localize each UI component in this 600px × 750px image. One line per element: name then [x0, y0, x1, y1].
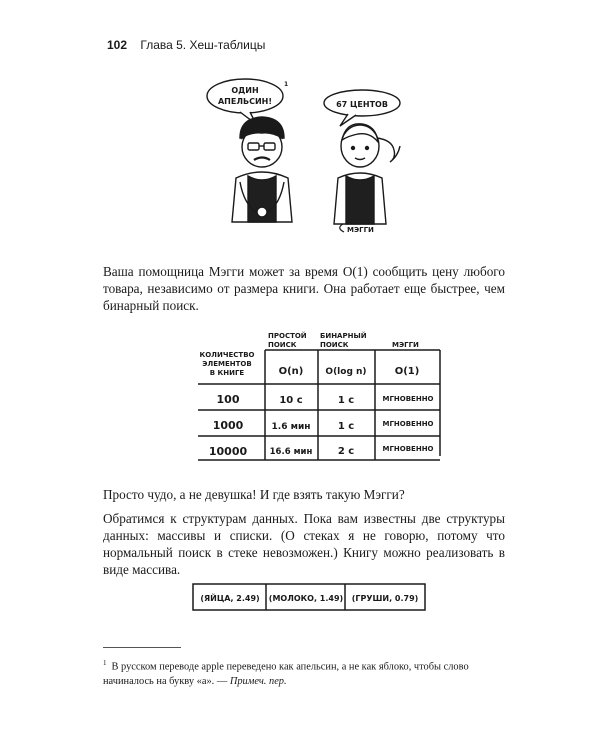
row3-simple: 16.6 мин	[269, 447, 313, 457]
col-simple-label-1: ПРОСТОЙ	[268, 332, 307, 340]
bubble-footnote-marker: 1	[284, 81, 289, 88]
row-header-line-2: ЭЛЕМЕНТОВ	[202, 360, 252, 368]
row3-maggie: МГНОВЕННО	[382, 445, 434, 453]
row2-count: 1000	[212, 419, 244, 432]
footnote-divider	[103, 647, 181, 648]
row2-binary: 1 с	[337, 421, 355, 432]
complexity-binary: O(log n)	[325, 367, 367, 377]
row2-maggie: МГНОВЕННО	[382, 420, 434, 428]
footnote-text: В русском переводе apple переведено как апельсин, а не как яблоко, чтобы слово начиналось на букву «а». —	[103, 661, 469, 688]
chapter-title: Глава 5. Хеш-таблицы	[140, 38, 266, 52]
row3-binary: 2 с	[337, 446, 355, 457]
page-number: 102	[107, 38, 128, 52]
row1-binary: 1 с	[337, 395, 355, 406]
col-binary-label-1: БИНАРНЫЙ	[320, 332, 367, 340]
footnote-translator-note: Примеч. пер.	[229, 676, 287, 688]
complexity-simple: O(n)	[278, 366, 304, 377]
array-cell-eggs: (ЯЙЦА, 2.49)	[200, 594, 260, 603]
bubble-left-line-2: АПЕЛЬСИН!	[217, 97, 273, 106]
footnote-marker: 1	[103, 659, 107, 667]
row-header-line-1: КОЛИЧЕСТВО	[199, 351, 255, 359]
col-simple-label-2: ПОИСК	[268, 341, 297, 349]
complexity-maggie: O(1)	[394, 366, 420, 377]
maggie-caption: МЭГГИ	[347, 226, 374, 234]
row3-count: 10000	[208, 445, 248, 458]
array-cell-milk: (МОЛОКО, 1.49)	[268, 594, 344, 603]
bubble-right-text: 67 ЦЕНТОВ	[336, 100, 388, 109]
col-binary-label-2: ПОИСК	[320, 341, 349, 349]
col-maggie-label: МЭГГИ	[392, 341, 419, 349]
array-cell-pears: (ГРУШИ, 0.79)	[351, 594, 419, 603]
row-header-line-3: В КНИГЕ	[209, 369, 245, 377]
row1-count: 100	[216, 393, 240, 406]
footnote	[103, 656, 505, 689]
row2-simple: 1.6 мин	[271, 422, 311, 432]
paragraph-maggie-speed: Ваша помощница Мэгги может за время O(1) сообщить цену любого товара, независимо от размера книги. Она работает еще быстрее, чем бинарный поиск.	[103, 264, 505, 313]
row1-simple: 10 с	[279, 395, 303, 406]
paragraph-wonder: Просто чудо, а не девушка! И где взять такую Мэгги?	[103, 487, 405, 502]
paragraph-data-structures: Обратимся к структурам данных. Пока вам известны две структуры данных: массивы и списки. (О стеках я не говорю, потому что нормальный поиск в стеке невозможен.) Книгу можно реализовать в виде массива.	[103, 511, 505, 577]
bubble-left-line-1: ОДИН	[231, 86, 259, 95]
row1-maggie: МГНОВЕННО	[382, 395, 434, 403]
